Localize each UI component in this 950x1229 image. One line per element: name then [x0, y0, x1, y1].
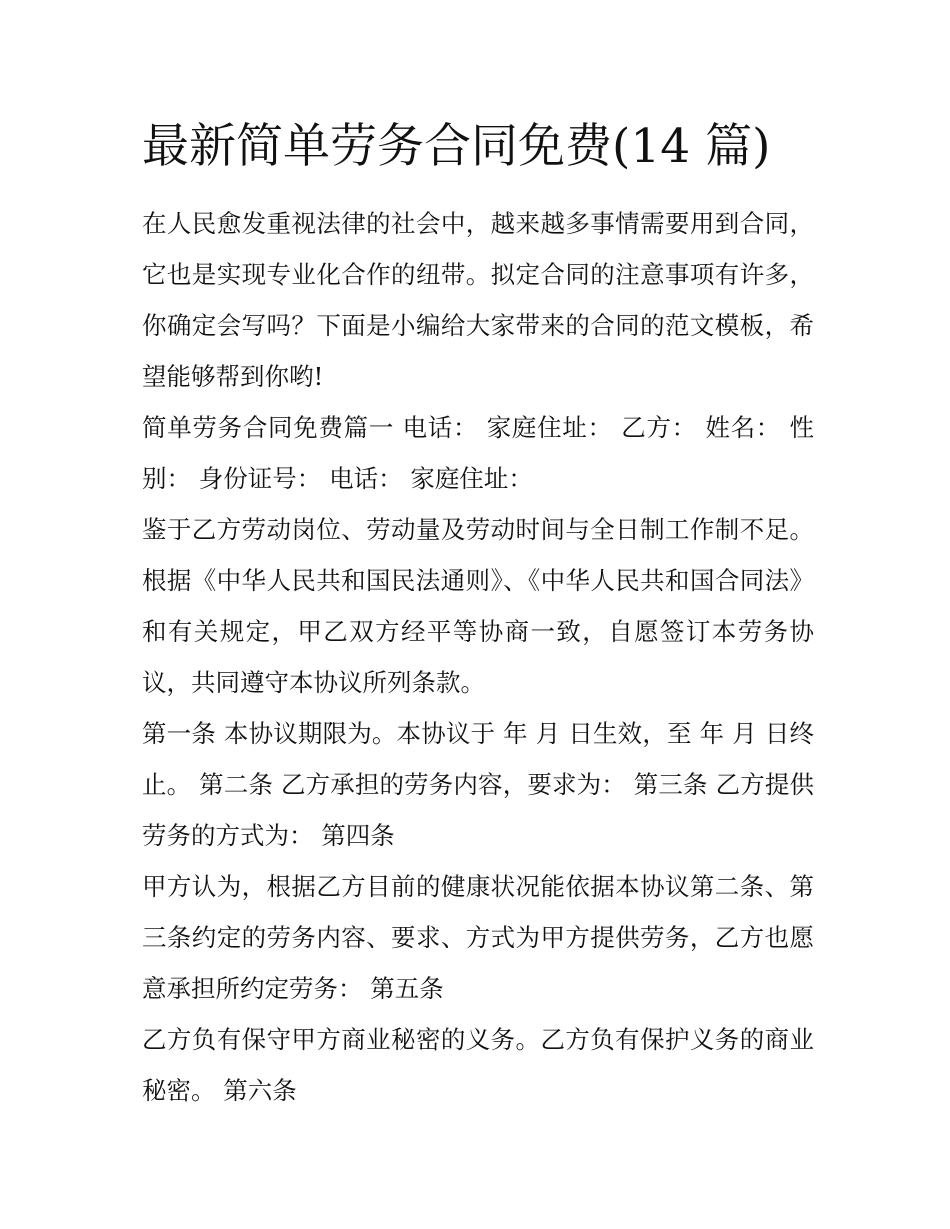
document-page	[142, 112, 814, 1116]
paragraph-articles-1-4: 第一条 本协议期限为。本协议于 年 月 日生效，至 年 月 日终止。 第二条 乙方承担的劳务内容，要求为： 第三条 乙方提供劳务的方式为： 第四条	[142, 719, 814, 850]
paragraph-party-info: 简单劳务合同免费篇一 电话： 家庭住址： 乙方： 姓名： 性别： 身份证号： 电话： 家庭住址：	[142, 413, 814, 493]
document-title: 最新简单劳务合同免费(14 篇)	[142, 119, 771, 174]
paragraph-article-4-body: 甲方认为，根据乙方目前的健康状况能依据本协议第二条、第三条约定的劳务内容、要求、方式为甲方提供劳务，乙方也愿意承担所约定劳务： 第五条	[142, 872, 814, 1003]
paragraph-article-5-body: 乙方负有保守甲方商业秘密的义务。乙方负有保护义务的商业秘密。 第六条	[142, 1025, 814, 1105]
paragraph-intro: 在人民愈发重视法律的社会中，越来越多事情需要用到合同，它也是实现专业化合作的纽带。拟定合同的注意事项有许多，你确定会写吗？下面是小编给大家带来的合同的范文模板，希望能够帮到你哟!	[142, 209, 814, 391]
paragraph-preamble: 鉴于乙方劳动岗位、劳动量及劳动时间与全日制工作制不足。根据《中华人民共和国民法通则》、《中华人民共和国合同法》和有关规定，甲乙双方经平等协商一致，自愿签订本劳务协议，共同遵守本协议所列条款。	[142, 515, 814, 697]
